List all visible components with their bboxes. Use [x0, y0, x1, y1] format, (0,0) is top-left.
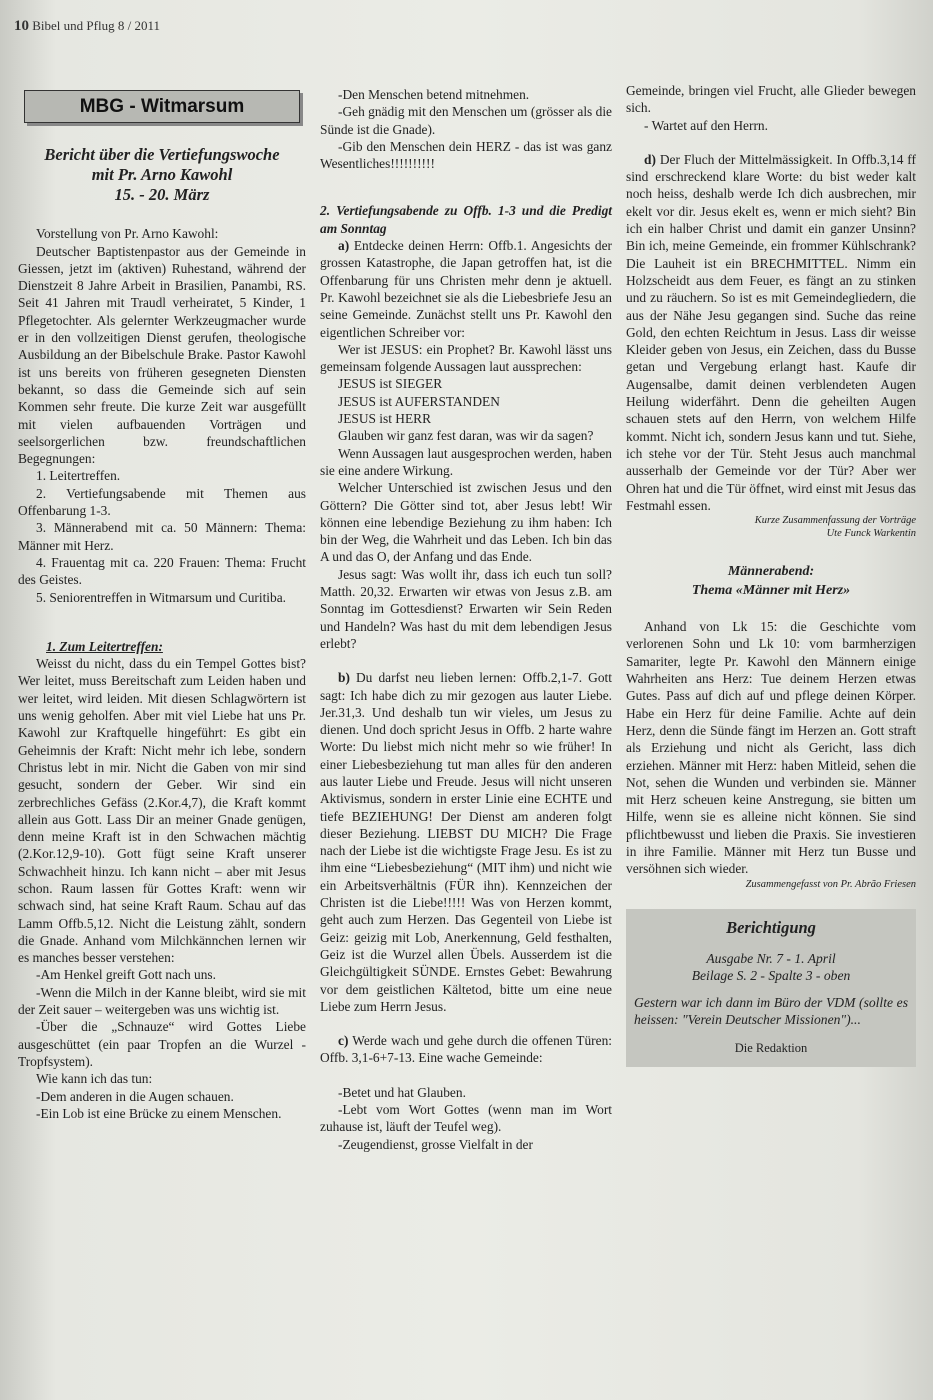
list-item: -Lebt vom Wort Gottes (wenn man im Wort zuhause ist, läuft der Teufel weg).	[320, 1102, 612, 1135]
subsection-label: d)	[644, 151, 656, 167]
paragraph: - Wartet auf den Herrn.	[644, 117, 768, 133]
paragraph: Wenn Aussagen laut ausgesprochen werden, haben sie eine andere Wirkung.	[320, 445, 612, 478]
maennerabend-title	[626, 562, 916, 600]
subsection-label: b)	[338, 670, 350, 686]
subsection-b-text: Du darfst neu lieben lernen: Offb.2,1-7. Gott sagt: Ich habe dich zu mir gezogen aus lauter Liebe. Jer.31,3. Und deshalb tun wir vieles, um Jesus zu dienen. Und doch spricht Jesus in Offb. 2 harte wahre Worte: Du liebst mich nicht mehr so wie früher! In einer Liebesbeziehung tut man alles für den anderen aus lauter Liebe und Freude. Jesus will nicht unseren Aktivismus, sondern in erster Linie eine ECHTE und tiefe BEZIEHUNG! Der Dienst am anderen folgt dieser Beziehung. LIEBST DU MICH? Die Frage nach der Liebe ist die wichtigste Frage Jesu. Es ist zu ihm eine “Liebesbeziehung“ (MIT ihm) und nicht wie ein Arbeitsverhältnis (FÜR ihn). Kennzeichen der Christen ist die Liebe!!!!! Was von Herzen kommt, geht auch zum Herzen. Das Gegenteil von Liebe ist Geiz: geizig mit Lob, Anerkennung, Geld festhalten, Geiz ist die Wurzel allen Übels. Ausserdem ist die Gleichgültigkeit SÜNDE. Ernstes Gebet: Bewahrung vor dem geistlichen Kältetod, bitte um eine neue Liebe zum Herrn Jesus.	[320, 670, 612, 1014]
list-item: -Den Menschen betend mitnehmen.	[338, 87, 530, 102]
signature-line: Kurze Zusammenfassung der Vorträge	[754, 515, 916, 527]
page-header	[14, 18, 160, 35]
subsection-c-text: Werde wach und gehe durch die offenen Türen: Offb. 3,1-6+7-13. Eine wache Gemeinde:	[320, 1033, 612, 1066]
article-title	[18, 145, 306, 205]
list-item: -Wenn die Milch in der Kanne bleibt, wird sie mit der Zeit sauer – weitergeben was uns wichtig ist.	[18, 984, 306, 1018]
signature	[626, 514, 916, 540]
section-title-box: MBG - Witmarsum	[24, 90, 300, 123]
jesus-statement: JESUS ist AUFERSTANDEN	[338, 393, 500, 409]
signature-author: Zusammengefasst von Pr. Abrão Friesen	[745, 878, 916, 890]
paragraph: Gemeinde, bringen viel Frucht, alle Glieder bewegen sich.	[626, 83, 916, 116]
correction-sign: Die Redaktion	[734, 1040, 808, 1055]
section-2-title: 2. Vertiefungsabende zu Offb. 1-3 und die Predigt am Sonntag	[320, 203, 612, 236]
article-title-line: Bericht über die Vertiefungswoche	[44, 145, 280, 165]
column-1	[18, 90, 306, 1122]
jesus-statement: JESUS ist HERR	[338, 411, 432, 427]
subsection-a-text: Entdecke deinen Herrn: Offb.1. Angesichts der grossen Katastrophe, die Japan getroffen hat, ist die Offenbarung für uns Christen mehr denn je aktuell. Pr. Kawohl bezeichnet sie als die Liebesbriefe Jesu an seine Gemeinde. Zunächst stellt uns Pr. Kawohl den eigentlichen Schreiber vor:	[320, 238, 612, 340]
subsection-label: c)	[338, 1033, 349, 1049]
jesus-statement: JESUS ist SIEGER	[338, 376, 443, 392]
subsection-b	[320, 669, 612, 1015]
list-item: 1. Leitertreffen.	[36, 468, 121, 484]
correction-text: Gestern war ich dann im Büro der VDM (sollte es heissen: "Verein Deutscher Missionen")...	[634, 994, 908, 1027]
publication-name: Bibel und Pflug 8 / 2011	[32, 18, 160, 33]
list-item: 5. Seniorentreffen in Witmarsum und Curitiba.	[36, 589, 286, 605]
paragraph: Glauben wir ganz fest daran, was wir da sagen?	[338, 428, 594, 444]
paragraph: Welcher Unterschied ist zwischen Jesus und den Göttern? Die Götter sind tot, aber Jesus lebt! Wir können eine lebendige Beziehung zu ihm haben: Ich bin der Weg, die Wahrheit und das Leben. Ich bin das A und das O, der Anfang und das Ende.	[320, 480, 612, 565]
how-label: Wie kann ich das tun:	[36, 1071, 153, 1087]
correction-title: Berichtigung	[726, 917, 816, 937]
list-item: -Am Henkel greift Gott nach uns.	[36, 967, 216, 983]
subsection-c	[320, 1032, 612, 1067]
maennerabend-title-line: Thema «Männer mit Herz»	[691, 583, 851, 599]
maennerabend-text: Anhand von Lk 15: die Geschichte vom verlorenen Sohn und Lk 10: vom barmherzigen Samariter, legte Pr. Kawohl den Männern einige Wahrheiten ans Herz: Tue deinem Herzen etwas Gutes. Pass auf dich auf und pflege deinen Körper. Habe ein Herz für deine Familie. Achte auf dein Herz, denn die Sünde fängt im Herzen an. Gott straft als Erziehung und nicht als Gericht, lass dich erziehen. Männer mit Herz: haben Mitleid, sehen die Not, sehen die Wunden und verbinden sie. Männer mit Herz scheuen keine Anstregung, sie bitten um Hilfe, wenn sie es alleine nicht können. Sie sind pflichtbewusst und lieben die Praxis. Sie investieren in ihre Familie. Männer mit Herz tun Busse und versöhnen sich wieder.	[626, 619, 916, 877]
column-2	[320, 86, 612, 1153]
list-item: 2. Vertiefungsabende mit Themen aus Offenbarung 1-3.	[18, 485, 306, 519]
correction-box	[626, 909, 916, 1068]
correction-ref: Beilage S. 2 - Spalte 3 - oben	[691, 967, 851, 983]
list-item: -Geh gnädig mit den Menschen um (grösser als die Sünde ist die Gnade).	[320, 104, 612, 137]
maennerabend-title-line: Männerabend:	[727, 564, 815, 580]
list-item: -Über die „Schnauze“ wird Gottes Liebe ausgeschüttet (ein paar Tropfen an die Wurzel - Tropfsystem).	[18, 1019, 306, 1069]
page-number: 10	[14, 18, 29, 34]
section-1-title: 1. Zum Leitertreffen:	[46, 638, 163, 654]
subsection-a	[320, 237, 612, 341]
article-title-line: mit Pr. Arno Kawohl	[91, 165, 233, 185]
intro-label: Vorstellung von Pr. Arno Kawohl:	[36, 226, 219, 242]
list-item: -Betet und hat Glauben.	[338, 1084, 466, 1100]
list-item: -Ein Lob ist eine Brücke zu einem Menschen.	[36, 1105, 282, 1121]
signature-author: Ute Funck Warkentin	[826, 528, 916, 540]
list-item: 4. Frauentag mit ca. 220 Frauen: Thema: Frucht des Geistes.	[18, 554, 306, 588]
article-date: 15. - 20. März	[114, 185, 210, 205]
paragraph: Jesus sagt: Was wollt ihr, dass ich euch tun soll? Matth. 20,32. Erwarten wir etwas von Jesus z.B. am Sonntag im Gottesdienst? Erwarten wir Sein Reden und Handeln? Was hast du mit dem lebendigen Jesus erlebt?	[320, 566, 612, 651]
correction-ref: Ausgabe Nr. 7 - 1. April	[706, 950, 836, 966]
subsection-d	[626, 151, 916, 514]
subsection-d-text: Der Fluch der Mittelmässigkeit. In Offb.3,14 ff sind erschreckend klare Worte: du bist weder kalt noch heiss, deshalb werde Ich dich ausbrechen, mir ekelt vor dir. Jesus ekelt es, wenn er mich sieht? Bin ich ein halber Christ und damit ein ganzer Unsinn? Bin ich, meine Gemeinde, ein frommer Kühlschrank? Die Lauheit ist ein BRECHMITTEL. Nimm ein Holzscheidt aus dem Feuer, es fängt an zu stinken und zu räuchern. So ist es mit Gemeindegliedern, die aus der Nähe Jesu gegangen sind. Suche das reine Gold, den echten Reichtum in Jesus. Lass dir weisse Kleider geben von Jesus, ein Zeichen, dass du Busse getan und Vergebung erlangt hast. Kaufe dir Augensalbe, damit deinen verblendeten Augen Heilung widerfährt. Denn die geheilten Augen schauen stets auf den Herrn, von welchem Hilfe kommt. Nicht ich, sondern Jesus kann und tut. Siehe, ich stehe vor der Tür. Steht Jesus auch manchmal ausserhalb der Gemeinde vor der Tür? Aber wer Ohren hat und die Tür öffnet, wird einst mit Jesus das Festmahl essen.	[626, 151, 916, 513]
subsection-label: a)	[338, 238, 350, 254]
list-item: -Gib den Menschen dein HERZ - das ist was ganz Wesentliches!!!!!!!!!!	[320, 138, 612, 172]
intro-text: Deutscher Baptistenpastor aus der Gemeinde in Giessen, jetzt im (aktiven) Ruhestand, während der Dienstzeit 8 Jahre Arbeit in Brasilien, Panambi, RS. Seit 41 Jahren mit Traudl verheiratet, 5 Kinder, 1 Pflegetochter. Als gelernter Werkzeugmacher wurde er in den vollzeitigen Dienst gerufen, theologische Ausbildung an der Bibelschule Brake. Pastor Kawohl ist uns bereits von früheren gesegneten Diensten bekannt, so dass die Gemeinde sich auf sein Kommen sehr freute. Die kurze Zeit war ausgefüllt mit vielen aufbauenden Vorträgen und seelsorgerlichen bzw. freundschaftlichen Begegnungen:	[18, 243, 306, 467]
column-3	[626, 82, 916, 1067]
list-item: -Dem anderen in die Augen schauen.	[36, 1088, 234, 1104]
paragraph: Wer ist JESUS: ein Prophet? Br. Kawohl lässt uns gemeinsam folgende Aussagen laut aussprechen:	[320, 341, 612, 375]
list-item: 3. Männerabend mit ca. 50 Männern: Thema: Männer mit Herz.	[18, 520, 306, 553]
section-1-text: Weisst du nicht, dass du ein Tempel Gottes bist? Wer leitet, muss Bereitschaft zum Leiden haben und wer leitet, wird leiden. Mit diesen Schlagwörtern ist uns wenig geholfen. Aber mit viel Liebe hat uns Pr. Kawohl zur Kraftquelle hingeführt: Es gibt ein Geheimnis der Kraft: Nicht mehr ich lebe, sondern Christus lebt in mir. Nicht die Gaben von mir sind gesucht, sondern der Geber. Wir sind ein zerbrechliches Gefäss (2.Kor.4,7), die Kraft kommt allein aus Gott. Lass Dir an meiner Gnade genügen, denn meine Kraft ist in den Schwachen mächtig (2.Kor.12,9-10). Gott fügt seine Kraft unserer Schwachheit hinzu. Ich kann nicht – aber mit Jesus schon. Raum lassen für Gottes Kraft: wenn wir schwach sind, hat seine Kraft Raum. Schau auf das Lamm Offb.5,12. Nicht die Leistung zählt, sondern die Gnade. Anhand vom Milchkännchen lernen wir es manches besser verstehen:	[18, 656, 306, 966]
list-item: -Zeugendienst, grosse Vielfalt in der	[338, 1136, 533, 1152]
